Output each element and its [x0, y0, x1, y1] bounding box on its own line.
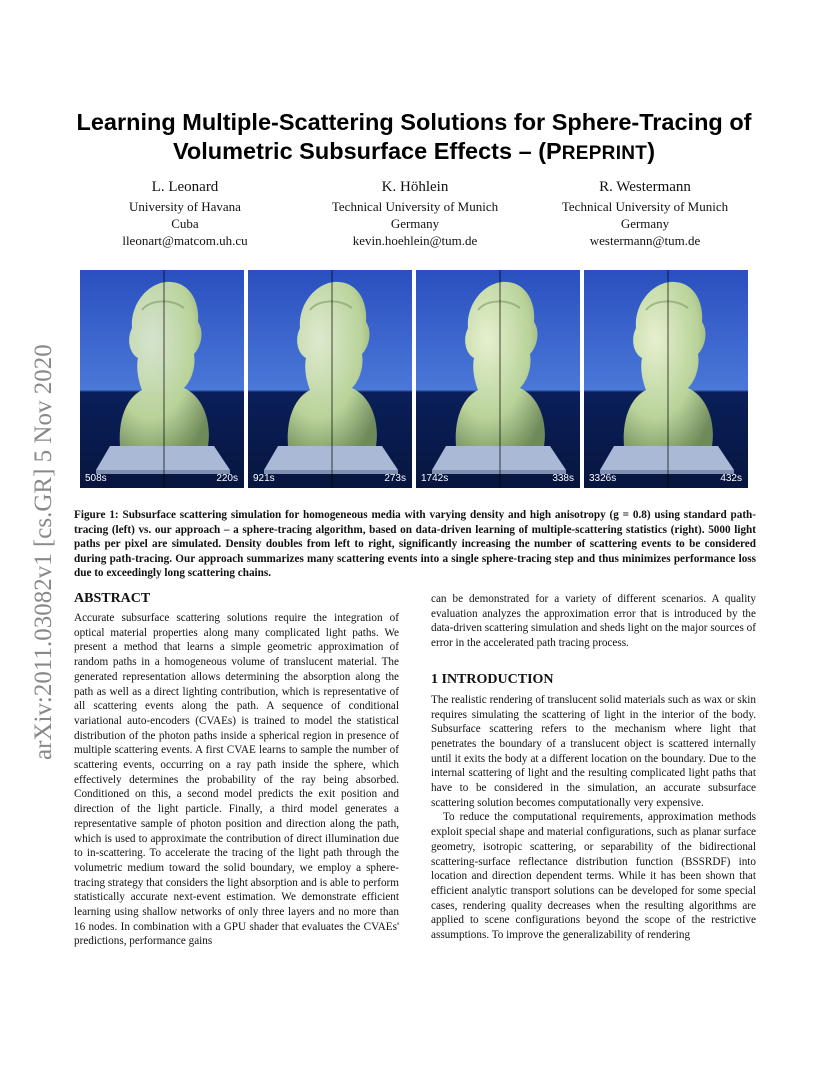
author-name: R. Westermann	[599, 179, 691, 195]
path-tracing-time: 508s	[85, 473, 107, 484]
author-country: Germany	[390, 216, 440, 231]
sphere-tracing-time: 273s	[384, 473, 406, 484]
left-column	[74, 590, 399, 949]
figure-caption: Figure 1: Subsurface scattering simulation for homogeneous media with varying density and high anisotropy (g = 0.8) using standard path-tracing (left) vs. our approach – a sphere-tracing algorithm, based on data-driven learning of multiple-scattering statistics (right). 5000 light paths per pixel are simulated. Density doubles from left to right, significantly increasing the number of scattering events to be considered during path-tracing. Our approach summarizes many scattering events into a single sphere-tracing step and thus minimizes performance loss due to exceedingly long scattering chains.	[74, 509, 756, 580]
arxiv-identifier-stamp	[17, 290, 57, 770]
author-block	[530, 178, 760, 249]
render-panel	[584, 270, 748, 488]
author-affiliation: Technical University of Munich	[561, 199, 729, 214]
abstract-heading: ABSTRACT	[74, 591, 151, 606]
sphere-tracing-time: 432s	[720, 473, 742, 484]
title-line-1: Learning Multiple-Scattering Solutions for Sphere-Tracing of	[76, 109, 752, 135]
author-email[interactable]: lleonart@matcom.uh.cu	[122, 233, 248, 248]
render-panel	[80, 270, 244, 488]
bust-render-image	[248, 270, 412, 488]
path-tracing-time: 1742s	[421, 473, 449, 484]
teaser-figure	[80, 270, 748, 488]
arxiv-id-text: arXiv:2011.03082v1 [cs.GR] 5 Nov 2020	[30, 344, 57, 760]
author-name: L. Leonard	[151, 179, 219, 195]
author-block	[70, 178, 300, 249]
path-tracing-time: 3326s	[589, 473, 617, 484]
author-name: K. Höhlein	[381, 179, 449, 195]
render-panel	[248, 270, 412, 488]
author-list	[70, 178, 760, 249]
author-affiliation: Technical University of Munich	[331, 199, 499, 214]
author-email[interactable]: westermann@tum.de	[589, 233, 701, 248]
bust-render-image	[80, 270, 244, 488]
path-tracing-time: 921s	[253, 473, 275, 484]
render-panel	[416, 270, 580, 488]
intro-paragraph: The realistic rendering of translucent solid materials such as wax or skin requires simulating the scattering of light in the interior of the body. Subsurface scattering refers to the mechanism where light that penetrates the boundary of a translucent object is scattered internally until it exits the body at a different location on the boundary. Due to the internal scattering of light and the resulting complicated light paths that have to be considered in the simulation, an accurate subsurface scattering solution becomes computationally very expensive.	[431, 693, 756, 809]
author-email[interactable]: kevin.hoehlein@tum.de	[352, 233, 478, 248]
author-affiliation: University of Havana	[129, 199, 241, 214]
sphere-tracing-time: 338s	[552, 473, 574, 484]
bust-render-image	[584, 270, 748, 488]
paper-title	[60, 108, 768, 168]
author-country: Germany	[620, 216, 670, 231]
intro-paragraph: To reduce the computational requirements, approximation methods exploit special shape and material configurations, such as planar surface geometry, isotropic scattering, or separability of the bidirectional scattering-surface reflectance distribution function (BSSRDF) into location and direction dependent terms. While it has been shown that efficient analytic transport solutions can be developed for some special cases, rendering quality decreases when the resulting algorithms are applied to scene configurations beyond the scope of the restrictive assumptions. To improve the generalizability of rendering	[431, 811, 756, 942]
author-country: Cuba	[171, 216, 199, 231]
right-column	[431, 592, 756, 943]
author-block	[300, 178, 530, 249]
abstract-text: Accurate subsurface scattering solutions require the integration of optical material properties along many complicated light paths. We present a method that learns a simple geometric approximation of random paths in a homogeneous volume of translucent material. The generated representation allows determining the absorption along the path as well as a direct lighting contribution, which is representative of all scattering events along the path. A sequence of conditional variational auto-encoders (CVAEs) is trained to model the statistical distribution of the photon paths inside a spherical region in presence of multiple scattering events. A first CVAE learns to sample the number of scattering events, occurring on a ray path inside the sphere, which effectively determines the probability of the ray being absorbed. Conditioned on this, a second model predicts the exit position and direction of the light particle. Finally, a third model generates a representative sample of photon position and direction along the path, which is used to approximate the contribution of direct illumination due to in-scattering. To accelerate the tracing of the light path through the volumetric medium toward the solid boundary, we employ a sphere-tracing strategy that considers the light absorption and is able to perform statistically accurate next-event estimation. We demonstrate efficient learning using shallow networks of only three layers and no more than 16 nodes. In combination with a GPU shader that evaluates the CVAEs' predictions, performance gains	[74, 612, 399, 948]
introduction-heading: 1 INTRODUCTION	[431, 671, 554, 687]
bust-render-image	[416, 270, 580, 488]
sphere-tracing-time: 220s	[216, 473, 238, 484]
title-line-2: Volumetric Subsurface Effects – (PREPRINT)	[172, 138, 656, 164]
abstract-continuation: can be demonstrated for a variety of different scenarios. A quality evaluation analyzes the approximation error that is introduced by the data-driven scattering simulation and sheds light on the major sources of error in the accelerated path tracing process.	[431, 593, 756, 650]
